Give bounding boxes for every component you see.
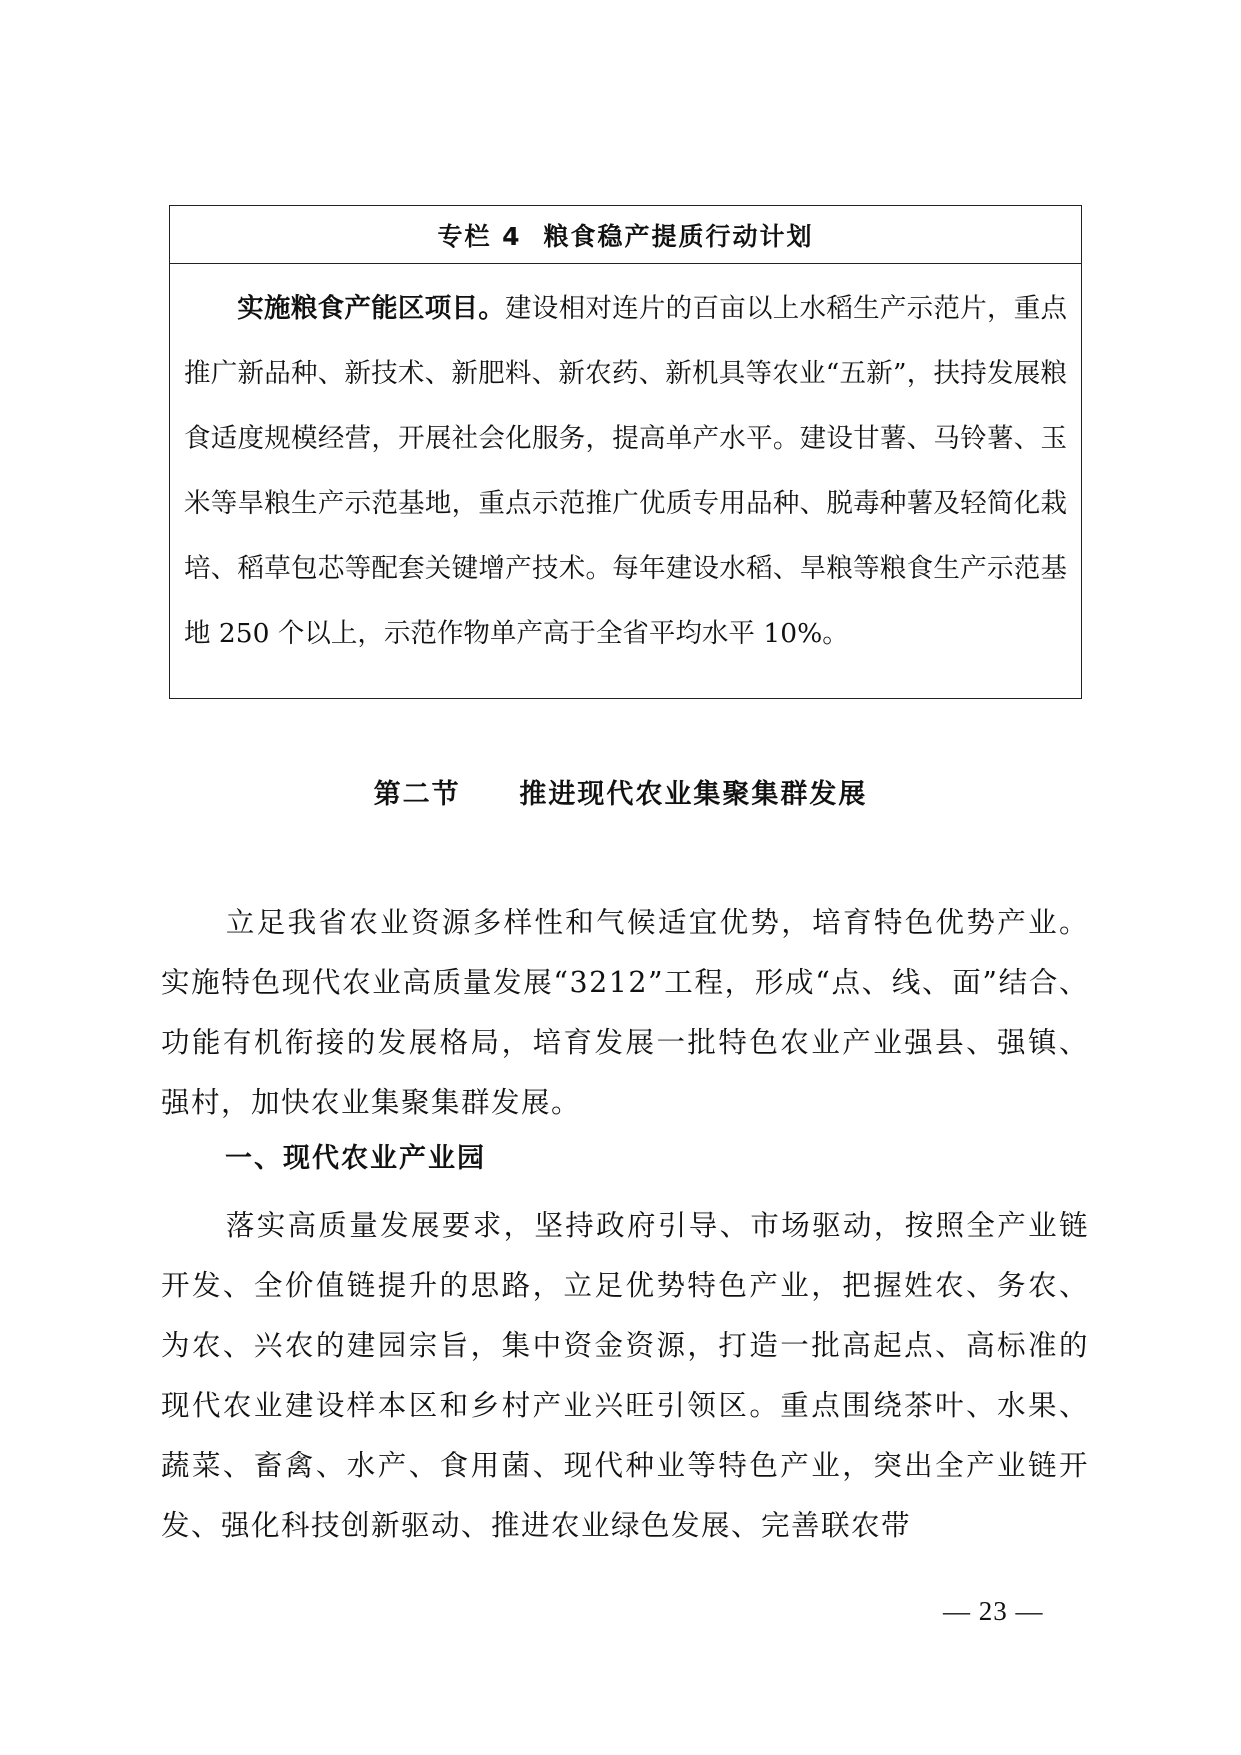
page-number: — 23 — bbox=[943, 1596, 1044, 1626]
section-number: 第二节 bbox=[373, 779, 461, 810]
column-box-label: 专栏 4 bbox=[437, 221, 522, 251]
paragraph bbox=[161, 893, 1089, 1133]
paragraph-text: 立足我省农业资源多样性和气候适宜优势，培育特色优势产业。实施特色现代农业高质量发展“3212”工程，形成“点、线、面”结合、功能有机衔接的发展格局，培育发展一批特色农业产业强县、强镇、强村，加快农业集聚集群发展。 bbox=[161, 906, 1089, 1119]
column-box-body bbox=[170, 264, 1081, 666]
column-box-text: 建设相对连片的百亩以上水稻生产示范片，重点推广新品种、新技术、新肥料、新农药、新机具等农业“五新”，扶持发展粮食适度规模经营，开展社会化服务，提高单产水平。建设甘薯、马铃薯、玉米等旱粮生产示范基地，重点示范推广优质专用品种、脱毒种薯及轻简化栽培、稻草包芯等配套关键增产技术。每年建设水稻、旱粮等粮食生产示范基地 250 个以上，示范作物单产高于全省平均水平 10%。 bbox=[184, 293, 1068, 649]
column-box-heading: 粮食稳产提质行动计划 bbox=[543, 221, 814, 251]
paragraph bbox=[161, 1196, 1089, 1556]
column-box-lead: 实施粮食产能区项目。 bbox=[237, 293, 506, 324]
column-box bbox=[169, 205, 1082, 699]
section-title: 推进现代农业集聚集群发展 bbox=[519, 779, 868, 810]
column-box-title bbox=[170, 206, 1081, 264]
section-heading bbox=[0, 772, 1241, 811]
paragraph-text: 落实高质量发展要求，坚持政府引导、市场驱动，按照全产业链开发、全价值链提升的思路，立足优势特色产业，把握姓农、务农、为农、兴农的建园宗旨，集中资金资源，打造一批高起点、高标准的现代农业建设样本区和乡村产业兴旺引领区。重点围绕茶叶、水果、蔬菜、畜禽、水产、食用菌、现代种业等特色产业，突出全产业链开发、强化科技创新驱动、推进农业绿色发展、完善联农带 bbox=[161, 1209, 1089, 1542]
subsection-heading: 一、现代农业产业园 bbox=[225, 1143, 486, 1174]
